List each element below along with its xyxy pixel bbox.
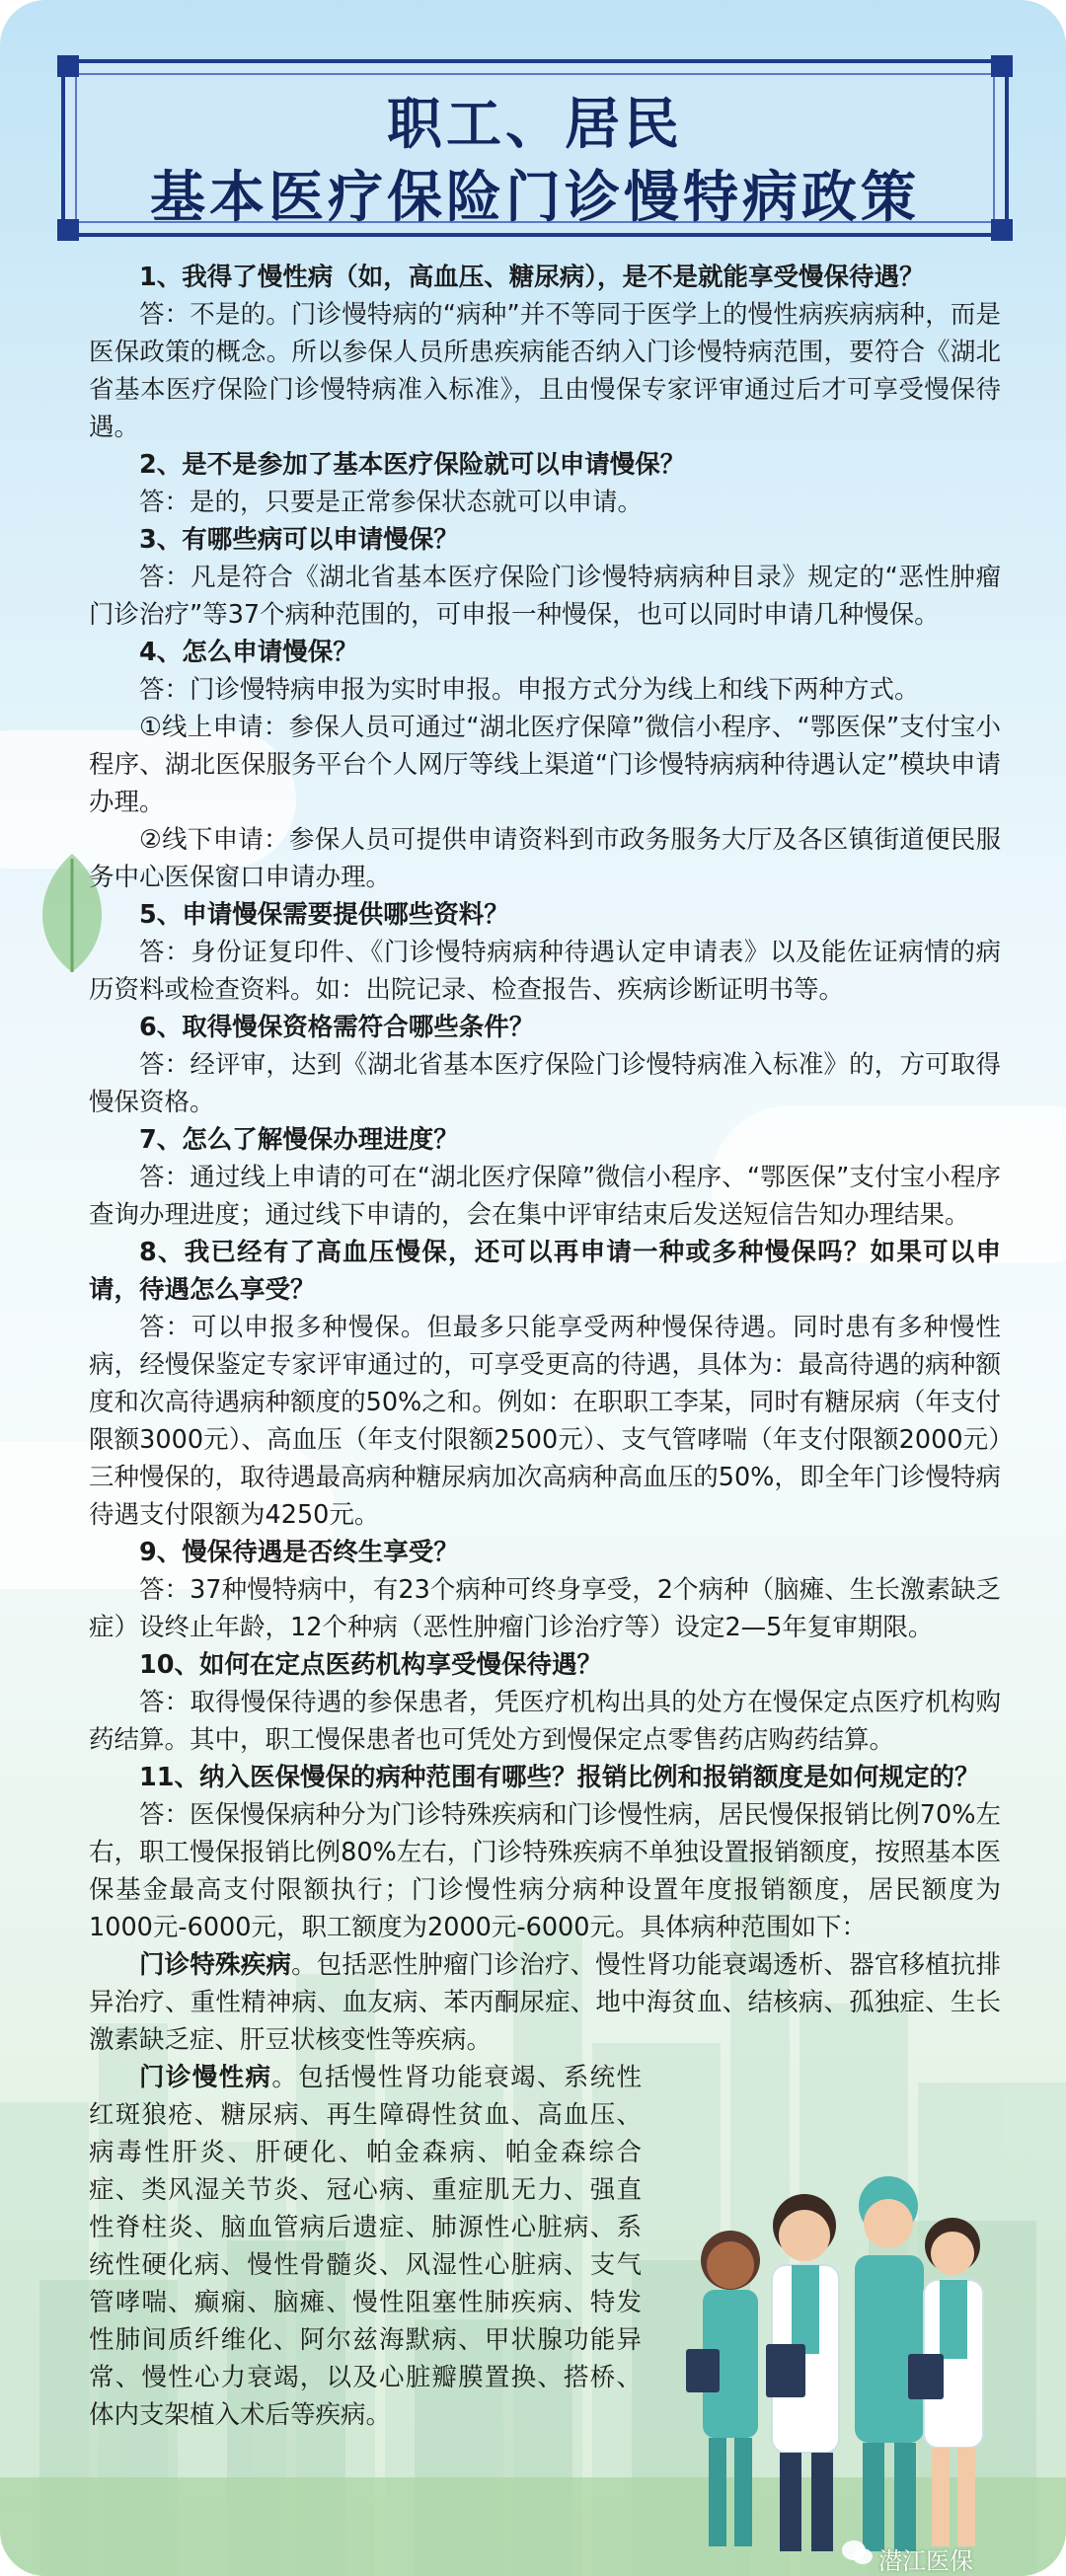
doctors-illustration <box>681 2166 1007 2561</box>
answer-paragraph: 答：取得慢保待遇的参保患者，凭医疗机构出具的处方在慢保定点医疗机构购药结算。其中，职工慢保患者也可凭处方到慢保定点零售药店购药结算。 <box>89 1688 1001 1755</box>
question-heading: 7、怎么了解慢保办理进度？ <box>139 1125 459 1155</box>
question-heading: 2、是不是参加了基本医疗保险就可以申请慢保？ <box>139 450 686 480</box>
category-label: 门诊慢性病 <box>139 2063 272 2092</box>
category-paragraph <box>89 2059 642 2434</box>
category-paragraph <box>89 1946 1001 2059</box>
title-corner <box>57 55 79 77</box>
answer-paragraph: 答：身份证复印件、《门诊慢特病病种待遇认定申请表》以及能佐证病情的病历资料或检查资料。如：出院记录、检查报告、疾病诊断证明书等。 <box>89 938 1001 1005</box>
answer-paragraph: 答：凡是符合《湖北省基本医疗保险门诊慢特病病种目录》规定的“恶性肿瘤门诊治疗”等37个病种范围的，可申报一种慢保，也可以同时申请几种慢保。 <box>89 563 1001 630</box>
answer-paragraph: 答：可以申报多种慢保。但最多只能享受两种慢保待遇。同时患有多种慢性病，经慢保鉴定专家评审通过的，可享受更高的待遇，具体为：最高待遇的病种额度和次高待遇病种额度的50%之和。例如：在职职工李某，同时有糖尿病（年支付限额3000元）、高血压（年支付限额2500元）、支气管哮喘（年支付限额2000元）三种慢保的，取待遇最高病种糖尿病加次高病种高血压的50%，即全年门诊慢特病待遇支付限额为4250元。 <box>89 1313 1001 1530</box>
answer-paragraph: ②线下申请：参保人员可提供申请资料到市政务服务大厅及各区镇街道便民服务中心医保窗口申请办理。 <box>89 825 1001 892</box>
answer-paragraph: 答：37种慢特病中，有23个病种可终身享受，2个病种（脑瘫、生长激素缺乏症）设终止年龄，12个种病（恶性肿瘤门诊治疗等）设定2—5年复审期限。 <box>89 1575 1001 1642</box>
question-heading: 9、慢保待遇是否终生享受？ <box>139 1538 459 1567</box>
question-heading: 8、我已经有了高血压慢保，还可以再申请一种或多种慢保吗？如果可以申请，待遇怎么享受？ <box>89 1238 1001 1305</box>
question-heading: 5、申请慢保需要提供哪些资料？ <box>139 900 509 930</box>
answer-paragraph: 答：不是的。门诊慢特病的“病种”并不等同于医学上的慢性病疾病病种，而是医保政策的概念。所以参保人员所患疾病能否纳入门诊慢特病范围，要符合《湖北省基本医疗保险门诊慢特病准入标准》，且由慢保专家评审通过后才可享受慢保待遇。 <box>89 300 1001 442</box>
category-text: 。包括慢性肾功能衰竭、系统性红斑狼疮、糖尿病、再生障碍性贫血、高血压、病毒性肝炎、肝硬化、帕金森病、帕金森综合症、类风湿关节炎、冠心病、重症肌无力、强直性脊柱炎、脑血管病后遗症、肺源性心脏病、系统性硬化病、慢性骨髓炎、风湿性心脏病、支气管哮喘、癫痫、脑瘫、慢性阻塞性肺疾病、特发性肺间质纤维化、阿尔兹海默病、甲状腺功能异常、慢性心力衰竭，以及心脏瓣膜置换、搭桥、体内支架植入术后等疾病。 <box>89 2063 642 2430</box>
answer-paragraph: 答：是的，只要是正常参保状态就可以申请。 <box>139 488 644 517</box>
question-heading: 4、怎么申请慢保？ <box>139 638 358 667</box>
question-heading: 1、我得了慢性病（如，高血压、糖尿病），是不是就能享受慢保待遇？ <box>139 263 925 292</box>
question-heading: 10、如何在定点医药机构享受慢保待遇？ <box>139 1650 602 1680</box>
category-text: 。包括恶性肿瘤门诊治疗、慢性肾功能衰竭透析、器官移植抗排异治疗、重性精神病、血友病、苯丙酮尿症、地中海贫血、结核病、孤独症、生长激素缺乏症、肝豆状核变性等疾病。 <box>89 1950 1001 2055</box>
title-banner <box>61 59 1009 237</box>
question-heading: 6、取得慢保资格需符合哪些条件？ <box>139 1013 535 1042</box>
category-label: 门诊特殊疾病 <box>139 1950 292 1980</box>
answer-paragraph: 答：经评审，达到《湖北省基本医疗保险门诊慢特病准入标准》的，方可取得慢保资格。 <box>89 1050 1001 1117</box>
answer-paragraph: 答：通过线上申请的可在“湖北医疗保障”微信小程序、“鄂医保”支付宝小程序查询办理进度；通过线下申请的，会在集中评审结束后发送短信告知办理结果。 <box>89 1163 1001 1230</box>
title-line-2: 基本医疗保险门诊慢特病政策 <box>150 166 920 230</box>
wechat-icon <box>841 2538 875 2568</box>
title-corner <box>991 55 1013 77</box>
source-watermark: 潜江医保 <box>878 2547 973 2575</box>
answer-paragraph: 答：门诊慢特病申报为实时申报。申报方式分为线上和线下两种方式。 <box>139 675 920 705</box>
answer-paragraph: ①线上申请：参保人员可通过“湖北医疗保障”微信小程序、“鄂医保”支付宝小程序、湖北医保服务平台个人网厅等线上渠道“门诊慢特病病种待遇认定”模块申请办理。 <box>89 713 1001 817</box>
question-heading: 11、纳入医保慢保的病种范围有哪些？报销比例和报销额度是如何规定的？ <box>139 1763 980 1792</box>
title-line-1: 职工、居民 <box>387 93 683 157</box>
policy-content <box>89 259 1001 2434</box>
answer-paragraph: 答：医保慢保病种分为门诊特殊疾病和门诊慢性病，居民慢保报销比例70%左右，职工慢保报销比例80%左右，门诊特殊疾病不单独设置报销额度，按照基本医保基金最高支付限额执行；门诊慢性病分病种设置年度报销额度，居民额度为1000元-6000元，职工额度为2000元-6000元。具体病种范围如下： <box>89 1800 1001 1942</box>
question-heading: 3、有哪些病可以申请慢保？ <box>139 525 459 555</box>
